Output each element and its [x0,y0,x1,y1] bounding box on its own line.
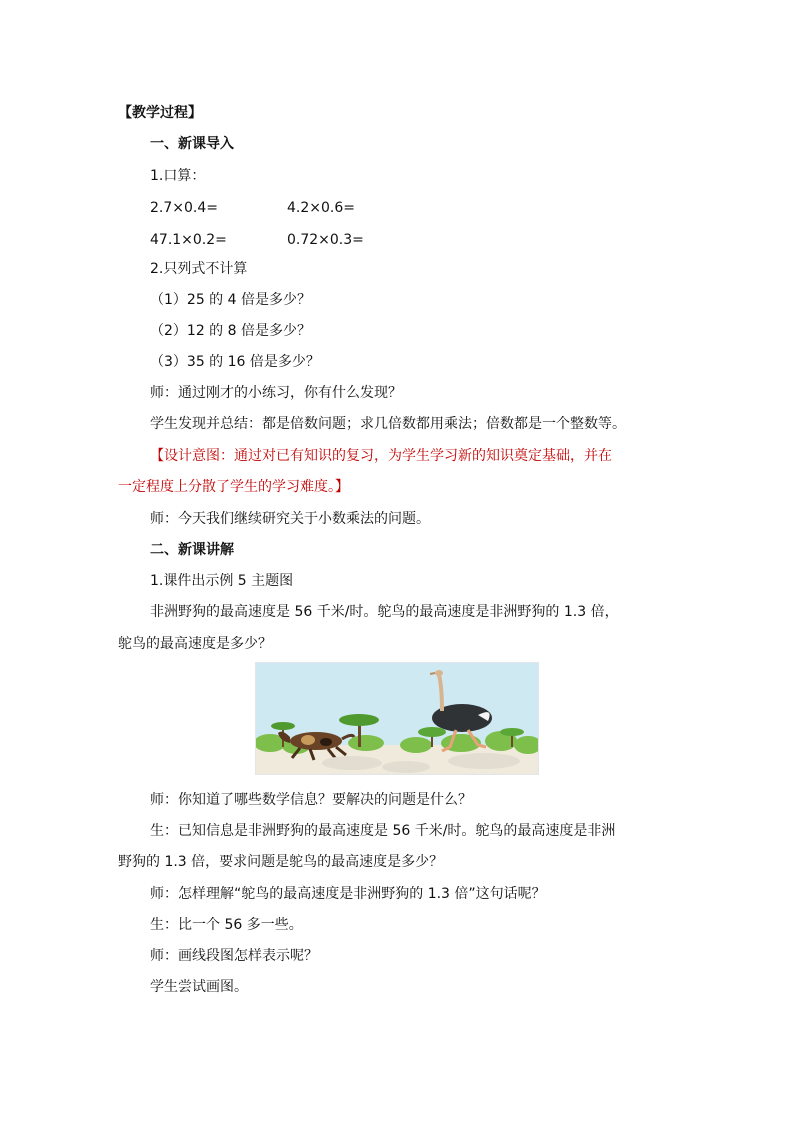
design-intent-line-1: 【设计意图：通过对已有知识的复习，为学生学习新的知识奠定基础，并在 [150,448,612,464]
teacher-line-2: 师：今天我们继续研究关于小数乘法的问题。 [150,511,430,527]
student-line-3: 生：比一个 56 多一些。 [150,917,303,933]
student-line-2b: 野狗的 1.3 倍，要求问题是鸵鸟的最高速度是多少？ [118,854,444,870]
problem-line-2: 鸵鸟的最高速度是多少？ [118,636,272,652]
teacher-line-3: 师：你知道了哪些数学信息？要解决的问题是什么？ [150,792,472,808]
heading-teaching-process: 【教学过程】 [118,105,202,121]
calc-item: 4.2×0.6= [287,200,355,216]
student-line-1: 学生发现并总结：都是倍数问题；求几倍数都用乘法；倍数都是一个整数等。 [150,416,626,432]
design-intent-line-2: 一定程度上分散了学生的学习难度。】 [118,479,349,495]
problem-line-1: 非洲野狗的最高速度是 56 千米/时。鸵鸟的最高速度是非洲野狗的 1.3 倍， [150,604,619,620]
calc-item: 2.7×0.4= [150,200,218,216]
teacher-line-5: 师：画线段图怎样表示呢？ [150,948,318,964]
question-1: （1）25 的 4 倍是多少？ [150,292,311,308]
para-example: 1.课件出示例 5 主题图 [150,573,294,589]
teacher-line-4: 师：怎样理解“鸵鸟的最高速度是非洲野狗的 1.3 倍”这句话呢？ [150,886,546,902]
section-title-intro: 一、新课导入 [150,136,234,152]
section-title-new-lesson: 二、新课讲解 [150,542,234,558]
student-line-4: 学生尝试画图。 [150,979,248,995]
question-3: （3）35 的 16 倍是多少？ [150,354,320,370]
teacher-line-1: 师：通过刚才的小练习，你有什么发现？ [150,385,402,401]
student-line-2a: 生：已知信息是非洲野狗的最高速度是 56 千米/时。鸵鸟的最高速度是非洲 [150,823,616,839]
savanna-scene-image [256,663,539,775]
calc-item: 47.1×0.2= [150,232,227,248]
para-oral-calc: 1.口算： [150,168,206,184]
para-formula-only: 2.只列式不计算 [150,261,248,277]
question-2: （2）12 的 8 倍是多少？ [150,323,311,339]
calc-item: 0.72×0.3= [287,232,364,248]
ostrich-dog-illustration [255,662,539,775]
